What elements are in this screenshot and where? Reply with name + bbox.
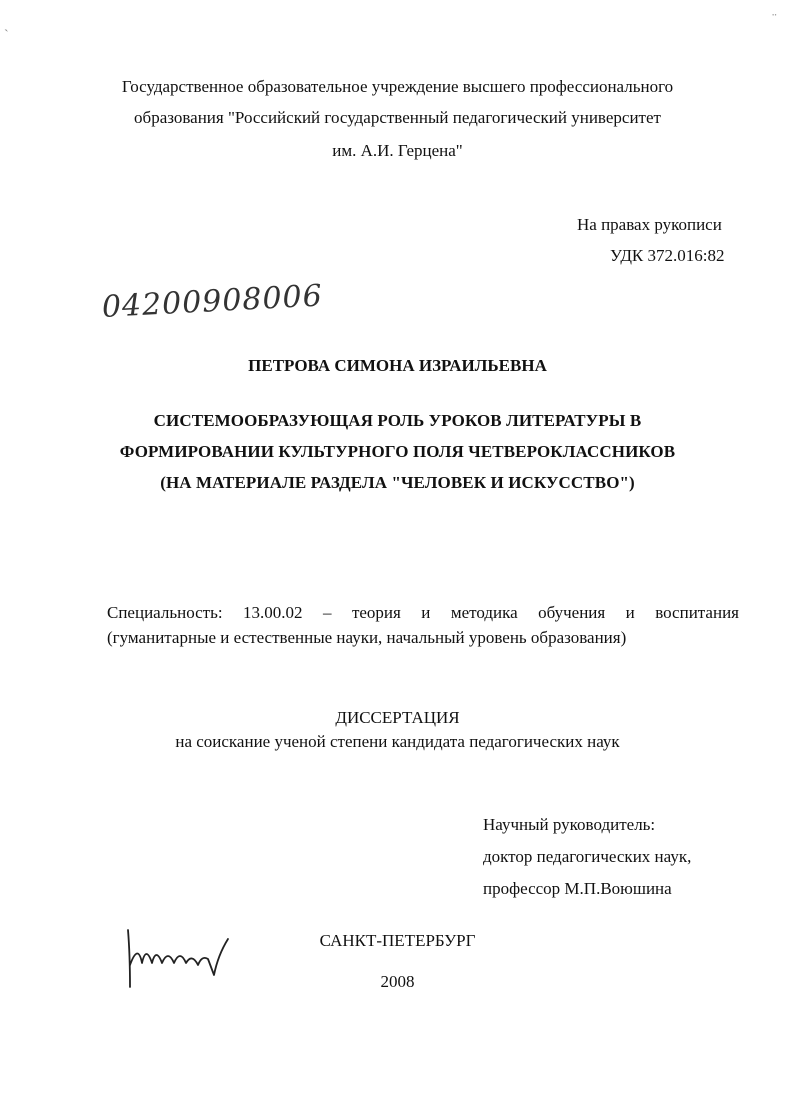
scan-mark-top-left: ` [4, 28, 9, 43]
title-line-3: (НА МАТЕРИАЛЕ РАЗДЕЛА "ЧЕЛОВЕК И ИСКУССТВО") [160, 473, 635, 492]
specialty-line-2: (гуманитарные и естественные науки, начальный уровень образования) [107, 628, 627, 647]
title-line-2: ФОРМИРОВАНИИ КУЛЬТУРНОГО ПОЛЯ ЧЕТВЕРОКЛАССНИКОВ [119, 442, 676, 461]
supervisor-label: Научный руководитель: [483, 815, 656, 834]
institution-line-1: Государственное образовательное учреждение высшего профессионального [121, 77, 674, 96]
dissertation-heading: ДИССЕРТАЦИЯ [335, 708, 460, 727]
author-name: ПЕТРОВА СИМОНА ИЗРАИЛЬЕВНА [248, 356, 547, 375]
title-line-1: СИСТЕМООБРАЗУЮЩАЯ РОЛЬ УРОКОВ ЛИТЕРАТУРЫ В [153, 411, 642, 430]
institution-line-3: им. А.И. Герцена" [332, 141, 463, 160]
institution-line-2: образования "Российский государственный педагогический университет [134, 108, 661, 127]
udc-code: УДК 372.016:82 [610, 246, 725, 265]
dissertation-subheading: на соискание ученой степени кандидата педагогических наук [175, 732, 620, 751]
scan-mark-top-right: ¨ [772, 12, 777, 27]
city: САНКТ-ПЕТЕРБУРГ [319, 931, 476, 950]
year: 2008 [380, 972, 415, 991]
supervisor-name: профессор М.П.Воюшина [483, 879, 672, 898]
manuscript-rights: На правах рукописи [577, 215, 722, 234]
supervisor-degree: доктор педагогических наук, [483, 847, 692, 866]
handwritten-number: 04200908006 [101, 278, 324, 325]
specialty-line-1: Специальность: 13.00.02 – теория и методика обучения и воспитания [107, 603, 739, 622]
